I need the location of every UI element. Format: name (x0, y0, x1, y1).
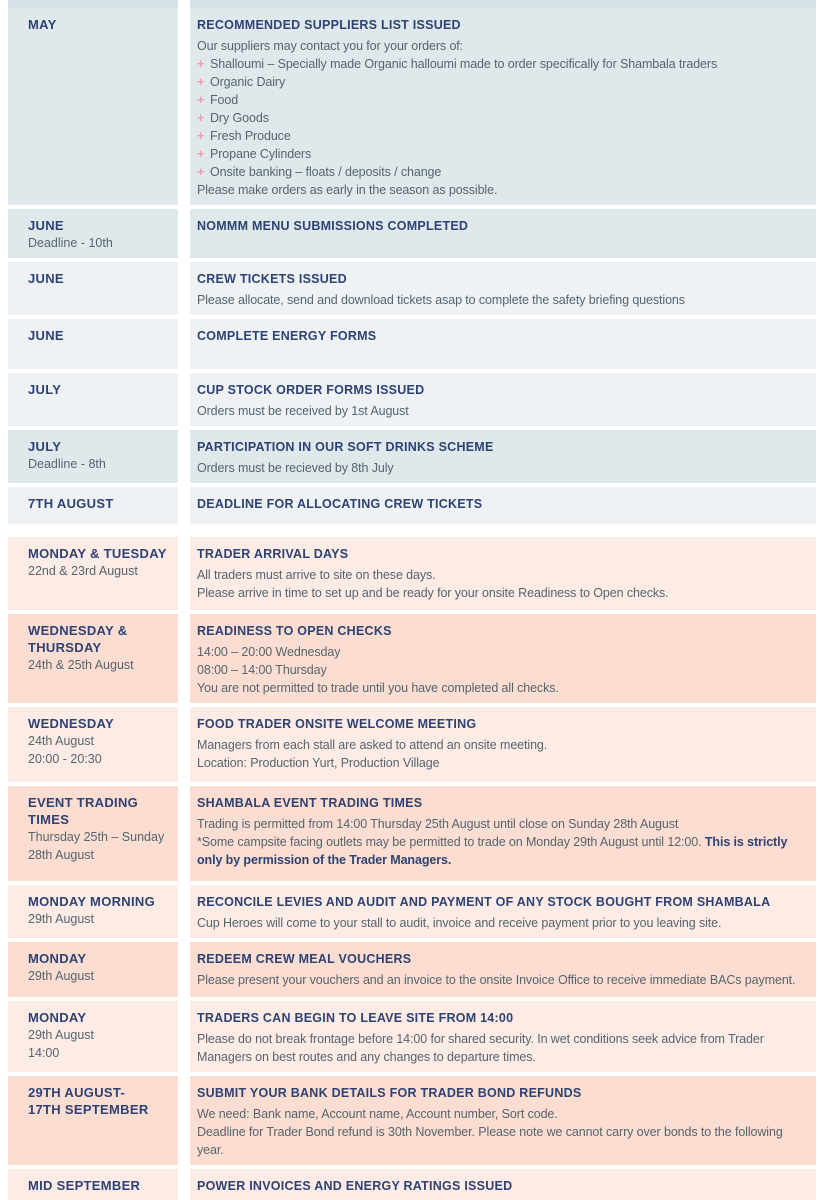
row-body: You are not permitted to trade until you have completed all checks. (197, 681, 559, 695)
row-body: 08:00 – 14:00 Thursday (197, 663, 327, 677)
row-note (197, 833, 806, 869)
row-heading: RECOMMENDED SUPPLIERS LIST ISSUED (197, 18, 461, 32)
note-text: *Some campsite facing outlets may be permitted to trade on Monday 29th August until 12:00. (197, 835, 705, 849)
date-label: WEDNESDAY & (28, 623, 128, 638)
row-content-cell (190, 1076, 816, 1165)
row-date-cell (8, 373, 178, 426)
row-heading: SHAMBALA EVENT TRADING TIMES (197, 796, 423, 810)
row-heading: TRADERS CAN BEGIN TO LEAVE SITE FROM 14:00 (197, 1011, 514, 1025)
row-content-cell (190, 209, 816, 258)
date-sub-label: 24th & 25th August (28, 658, 134, 672)
row-date-cell (8, 537, 178, 610)
row-heading: SUBMIT YOUR BANK DETAILS FOR TRADER BOND REFUNDS (197, 1086, 582, 1100)
row-heading: TRADER ARRIVAL DAYS (197, 547, 349, 561)
row-date-cell (8, 1076, 178, 1165)
row-heading: PARTICIPATION IN OUR SOFT DRINKS SCHEME (197, 440, 494, 454)
row-heading: READINESS TO OPEN CHECKS (197, 624, 392, 638)
date-sub-label: 24th August (28, 734, 95, 748)
row-body: Orders must be received by 1st August (197, 404, 409, 418)
date-sub-label: 22nd & 23rd August (28, 564, 138, 578)
list-item-text: Fresh Produce (210, 129, 291, 143)
row-content-cell (190, 319, 816, 369)
timeline-row-7th-august (8, 487, 816, 524)
timeline-row-june-energy-forms (8, 319, 816, 369)
timeline-row-june-crew-tickets (8, 262, 816, 315)
date-label: MAY (28, 17, 57, 32)
list-item-text: Onsite banking – floats / deposits / change (210, 165, 442, 179)
date-sub-label: 20:00 - 20:30 (28, 752, 102, 766)
row-heading: FOOD TRADER ONSITE WELCOME MEETING (197, 717, 477, 731)
timeline-row-trader-arrival (8, 537, 816, 610)
date-label: MONDAY (28, 951, 87, 966)
row-body: Please do not break frontage before 14:00 for shared security. In wet conditions seek advice from Trader Managers on best routes and any changes to departure times. (197, 1032, 764, 1064)
row-heading: RECONCILE LEVIES AND AUDIT AND PAYMENT OF ANY STOCK BOUGHT FROM SHAMBALA (197, 895, 771, 909)
timeline-row-redeem-vouchers (8, 942, 816, 997)
plus-icon: + (197, 129, 205, 143)
timeline-row-event-trading-times (8, 786, 816, 881)
timeline-row-may (8, 8, 816, 205)
row-date-cell (8, 942, 178, 997)
date-label: MONDAY & TUESDAY (28, 546, 167, 561)
note-bold-text: This is strictly only by permission of the Trader Managers. (197, 835, 788, 867)
row-heading: DEADLINE FOR ALLOCATING CREW TICKETS (197, 497, 483, 511)
row-content-cell (190, 786, 816, 881)
list-item (197, 73, 806, 91)
timeline-row-leave-site (8, 1001, 816, 1072)
row-body: Cup Heroes will come to your stall to audit, invoice and receive payment prior to you leaving site. (197, 916, 722, 930)
date-label: MID SEPTEMBER (28, 1178, 141, 1193)
date-sub-label: 28th August (28, 848, 95, 862)
list-item (197, 55, 806, 73)
date-label: JULY (28, 439, 62, 454)
list-item (197, 91, 806, 109)
list-item-text: Food (210, 93, 239, 107)
list-item (197, 145, 806, 163)
list-item-text: Shalloumi – Specially made Organic halloumi made to order specifically for Shambala traders (210, 57, 718, 71)
row-heading: CREW TICKETS ISSUED (197, 272, 347, 286)
row-body: Deadline for Trader Bond refund is 30th November. Please note we cannot carry over bonds to the following year. (197, 1125, 783, 1157)
row-body: We need: Bank name, Account name, Account number, Sort code. (197, 1107, 558, 1121)
timeline-row-power-invoices (8, 1169, 816, 1200)
row-content-cell (190, 614, 816, 703)
plus-icon: + (197, 57, 205, 71)
row-content-cell (190, 8, 816, 205)
row-date-cell (8, 614, 178, 703)
row-heading: REDEEM CREW MEAL VOUCHERS (197, 952, 412, 966)
row-heading: COMPLETE ENERGY FORMS (197, 329, 377, 343)
timeline-row-reconcile-levies (8, 885, 816, 938)
row-content-cell (190, 262, 816, 315)
row-date-cell (8, 786, 178, 881)
timeline-row-june-nommm (8, 209, 816, 258)
row-heading: POWER INVOICES AND ENERGY RATINGS ISSUED (197, 1179, 513, 1193)
row-body: Orders must be recieved by 8th July (197, 461, 394, 475)
row-date-cell (8, 430, 178, 483)
date-label: WEDNESDAY (28, 716, 115, 731)
plus-icon: + (197, 111, 205, 125)
row-date-cell (8, 487, 178, 524)
list-item (197, 163, 806, 181)
row-date-cell (8, 262, 178, 315)
row-intro: Our suppliers may contact you for your orders of: (197, 39, 464, 53)
list-item-text: Organic Dairy (210, 75, 286, 89)
date-label: JUNE (28, 328, 64, 343)
timeline-row-july-cup-stock (8, 373, 816, 426)
row-content-cell (190, 430, 816, 483)
row-content-cell (190, 537, 816, 610)
row-outro: Please make orders as early in the season as possible. (197, 183, 498, 197)
list-item-text: Propane Cylinders (210, 147, 312, 161)
row-heading: NOMMM MENU SUBMISSIONS COMPLETED (197, 219, 469, 233)
date-sub-label: 14:00 (28, 1046, 60, 1060)
date-sub-label: 29th August (28, 969, 95, 983)
plus-icon: + (197, 165, 205, 179)
row-body: Please present your vouchers and an invoice to the onsite Invoice Office to receive immediate BACs payment. (197, 973, 796, 987)
date-label: JULY (28, 382, 62, 397)
row-body: Location: Production Yurt, Production Village (197, 756, 440, 770)
row-content-cell (190, 1001, 816, 1072)
row-date-cell (8, 707, 178, 782)
row-date-cell (8, 885, 178, 938)
date-label: MONDAY MORNING (28, 894, 155, 909)
date-sub-label: Deadline - 8th (28, 457, 106, 471)
row-date-cell (8, 319, 178, 369)
row-body: 14:00 – 20:00 Wednesday (197, 645, 341, 659)
row-body: All traders must arrive to site on these days. (197, 568, 436, 582)
date-label: THURSDAY (28, 640, 102, 655)
row-heading: CUP STOCK ORDER FORMS ISSUED (197, 383, 425, 397)
timeline-row-welcome-meeting (8, 707, 816, 782)
date-label: JUNE (28, 271, 64, 286)
date-label: 7TH AUGUST (28, 496, 114, 511)
row-content-cell (190, 942, 816, 997)
date-sub-label: 29th August (28, 1028, 95, 1042)
date-sub-label: Thursday 25th – Sunday (28, 830, 165, 844)
row-content-cell (190, 885, 816, 938)
row-content-cell (190, 707, 816, 782)
date-label: 17TH SEPTEMBER (28, 1102, 149, 1117)
timeline-row-bank-details (8, 1076, 816, 1165)
list-item-text: Dry Goods (210, 111, 269, 125)
date-label: EVENT TRADING (28, 795, 139, 810)
row-date-cell (8, 8, 178, 205)
top-partial-row (8, 0, 816, 5)
plus-icon: + (197, 147, 205, 161)
date-sub-label: 29th August (28, 912, 95, 926)
row-date-cell (8, 1001, 178, 1072)
timeline-row-readiness-checks (8, 614, 816, 703)
list-item (197, 109, 806, 127)
date-label: 29TH AUGUST- (28, 1085, 126, 1100)
row-content-cell (190, 487, 816, 524)
row-date-cell (8, 209, 178, 258)
row-body: Please arrive in time to set up and be ready for your onsite Readiness to Open checks. (197, 586, 669, 600)
timeline-row-july-soft-drinks (8, 430, 816, 483)
date-sub-label: Deadline - 10th (28, 236, 113, 250)
row-content-cell (190, 373, 816, 426)
plus-icon: + (197, 75, 205, 89)
date-label: JUNE (28, 218, 64, 233)
plus-icon: + (197, 93, 205, 107)
row-body: Please allocate, send and download tickets asap to complete the safety briefing questions (197, 293, 685, 307)
list-item (197, 127, 806, 145)
date-label: TIMES (28, 812, 70, 827)
row-date-cell (8, 1169, 178, 1200)
row-body: Managers from each stall are asked to attend an onsite meeting. (197, 738, 548, 752)
date-label: MONDAY (28, 1010, 87, 1025)
row-body: Trading is permitted from 14:00 Thursday 25th August until close on Sunday 28th August (197, 817, 679, 831)
row-content-cell (190, 1169, 816, 1200)
